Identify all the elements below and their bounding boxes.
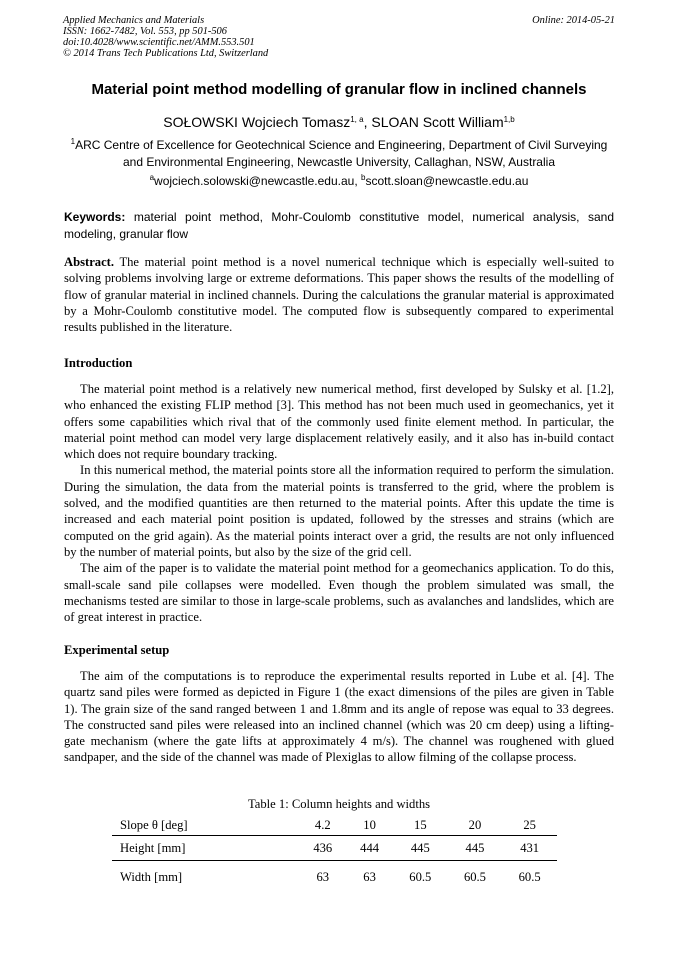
email-a-sup: a [149,173,155,182]
keywords [64,209,614,242]
table-cell: 15 [393,815,448,836]
table-caption: Table 1: Column heights and widths [247,797,431,811]
table-cell: 445 [448,836,503,861]
email-line [0,174,678,188]
author-1: SOŁOWSKI Wojciech Tomasz [163,114,351,130]
abstract [64,254,614,335]
introduction-body [64,381,614,625]
author-1-sup: 1, a [350,115,364,124]
table-cell: 436 [299,836,346,861]
table-cell: 431 [502,836,557,861]
issn-line: ISSN: 1662-7482, Vol. 553, pp 501-506 [63,26,227,37]
table-cell: 4.2 [299,815,346,836]
abstract-text: The material point method is a novel numerical technique which is especially well-suited to solving problems involving large or extreme deformations. This paper shows the results of the modelling of flow of granular material in inclined channels. During the calculations the granular material is approximated by a Mohr-Coulomb constitutive model. The computed flow is subsequently compared to experimental results published in the literature. [64,255,614,335]
journal-header [63,15,268,59]
introduction-heading: Introduction [64,356,133,370]
affiliation-sup: 1 [70,137,76,146]
table-cell: 63 [363,869,376,884]
table-cell: 25 [502,815,557,836]
email-a: wojciech.solowski@newcastle.edu.au [154,174,355,188]
table-cell: 10 [346,815,393,836]
keywords-text: material point method, Mohr-Coulomb constitutive model, numerical analysis, sand modeling, granular flow [64,210,614,241]
table-row-slope [112,815,557,836]
author-2-sup: 1,b [503,115,515,124]
doi-line: doi:10.4028/www.scientific.net/AMM.553.501 [63,37,255,48]
introduction-paragraph-1: The material point method is a relatively new numerical method, first developed by Sulsky et al. [1.2], who enhanced the existing FLIP method [3]. This method has not been much used in geomechanics, yet it offers some capabilities which rival that of the commonly used finite element method. In particular, the material point method can model very large displacement relatively easily, and it also has in-build contact which does not require boundary tracking. [64,382,614,462]
keywords-label: Keywords: [64,210,126,224]
affiliation [64,137,614,171]
table-cell: 60.5 [463,869,486,884]
table-row-width [112,861,557,894]
table-row-height [112,836,557,861]
experimental-paragraph-1: The aim of the computations is to reproduce the experimental results reported in Lube et al. [4]. The quartz sand piles were formed as depicted in Figure 1 (the exact dimensions of the piles are given in Table 1). The grain size of the sand ranged between 1 and 1.8mm and its angle of repose was equal to 33 degrees. The constructed sand piles were released into an inclined channel (which was 20 cm deep) using a lifting-gate mechanism (where the gate lifts at approximately 4 m/s). The channel was roughened with glued sandpaper, and the side of the channel was made of Plexiglas to allow filming of the collapse process. [64,669,614,765]
table-cell: 20 [448,815,503,836]
author-separator: , [363,114,372,130]
table-cell: 444 [346,836,393,861]
online-date: Online: 2014-05-21 [532,15,615,26]
affiliation-text: ARC Centre of Excellence for Geotechnical Science and Engineering, Department of Civil Surveying and Environmental Engineering, Newcastle University, Callaghan, NSW, Australia [75,138,608,169]
column-table [112,815,557,893]
abstract-label: Abstract. [64,255,115,269]
author-line [0,114,678,130]
table-cell: 63 [316,869,330,884]
journal-name: Applied Mechanics and Materials [63,15,205,26]
experimental-body [64,668,614,766]
table-cell: 445 [393,836,448,861]
table-label-slope: Slope θ [deg] [112,815,299,836]
paper-title: Material point method modelling of granular flow in inclined channels [91,81,587,98]
experimental-heading: Experimental setup [64,643,170,657]
email-b-sup: b [361,173,366,182]
table-label-width: Width [mm] [120,869,183,884]
copyright-line: © 2014 Trans Tech Publications Ltd, Switzerland [63,48,269,59]
introduction-paragraph-3: The aim of the paper is to validate the material point method for a geomechanics application. To do this, small-scale sand pile collapses were modelled. Even though the problem simulated was small, the mechanisms tested are similar to those in large-scale problems, such as avalanches and landslides, which are of great interest in practice. [64,561,614,625]
email-b: scott.sloan@newcastle.edu.au [365,174,529,188]
introduction-paragraph-2: In this numerical method, the material points store all the information required to perform the simulation. During the simulation, the data from the material points is transferred to the grid, where the problem is solved, and the modified quantities are then returned to the material points. After this update the time is increased and each material point position is updated, followed by the stresses and strains (which are computed on the grid again). As the material points interact over a grid, the results are not only influenced by the number of material points, but also by the size of the grid cell. [64,463,614,559]
table-label-height: Height [mm] [112,836,299,861]
table-cell: 60.5 [409,869,432,884]
author-2: SLOAN Scott William [371,114,504,130]
table-cell: 60.5 [518,869,541,884]
email-separator: , [354,174,361,188]
